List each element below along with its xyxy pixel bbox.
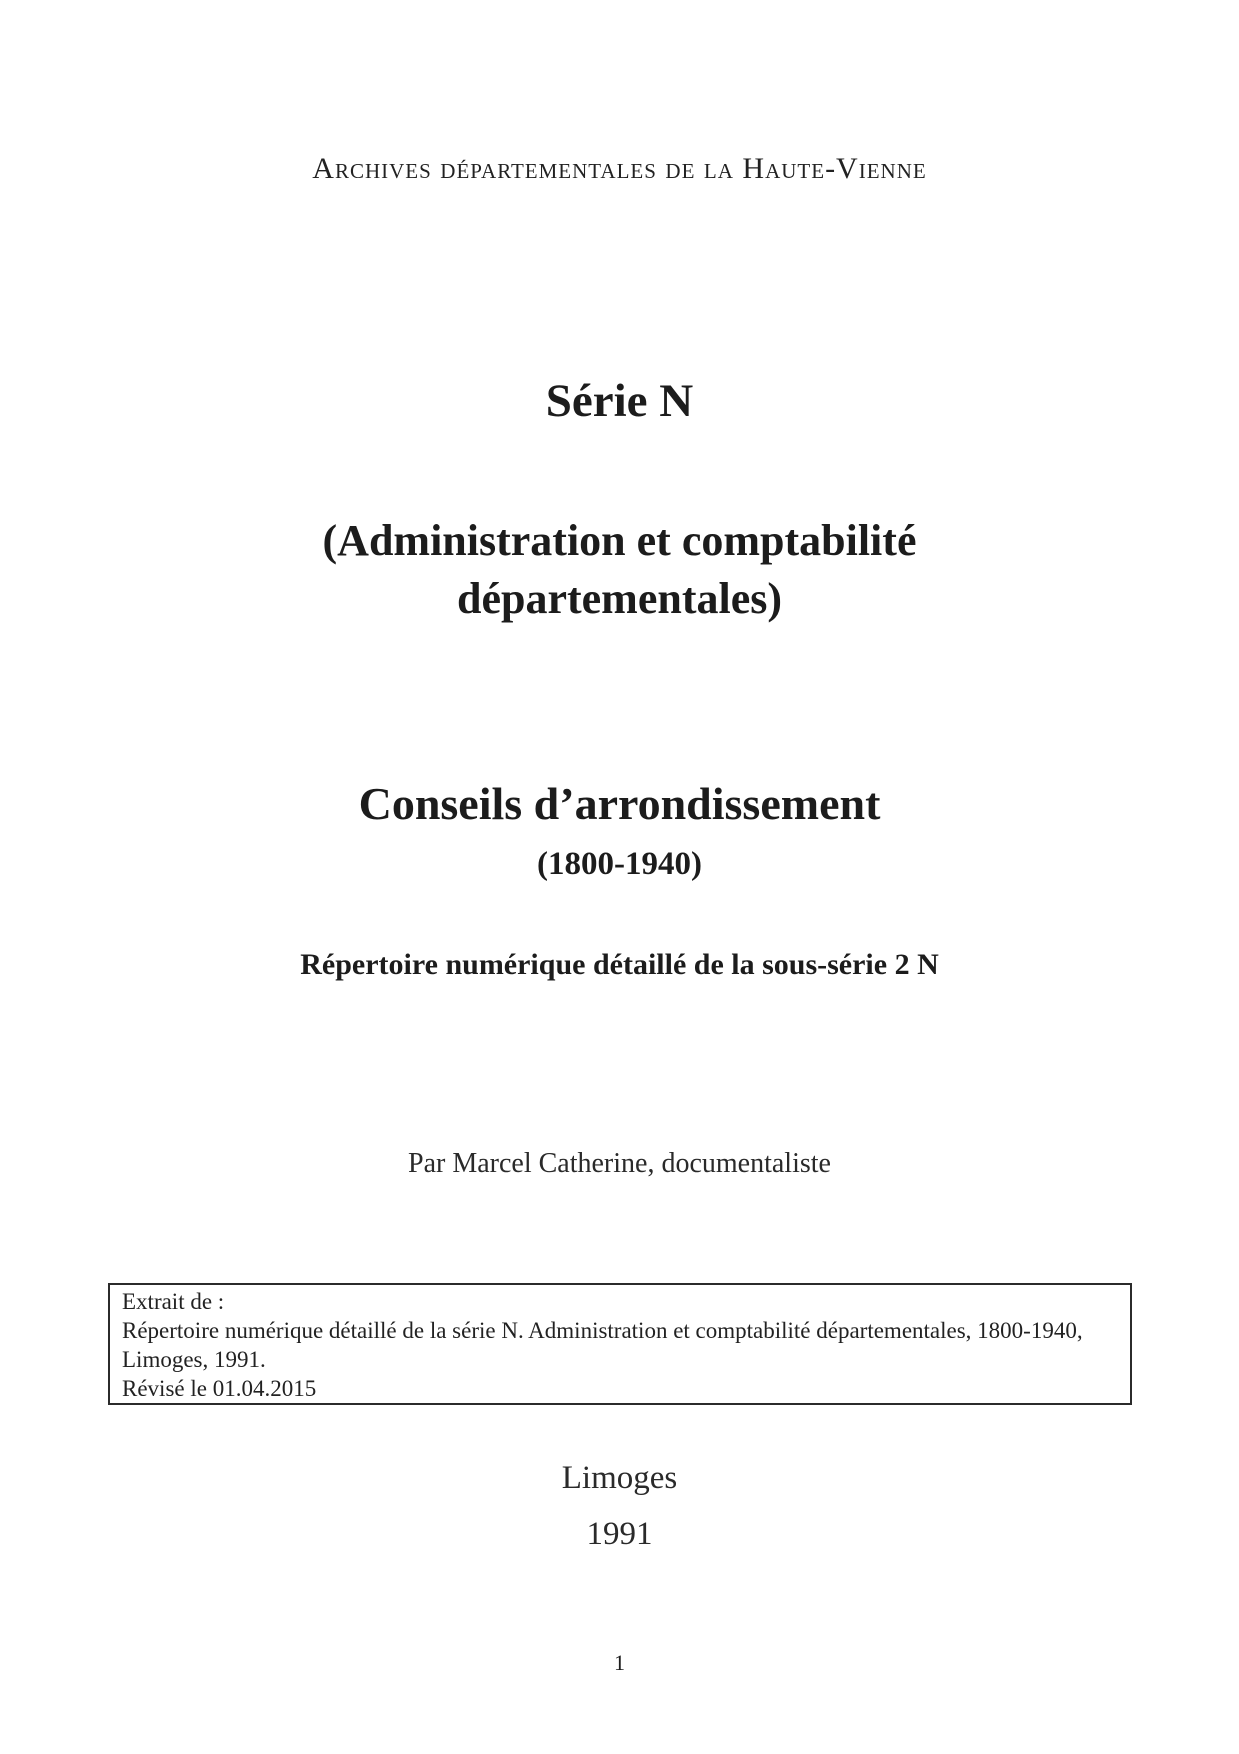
date-range: (1800-1940): [537, 846, 702, 882]
extract-box-revision-date: Révisé le 01.04.2015: [122, 1376, 317, 1401]
repertoire-subtitle: Répertoire numérique détaillé de la sous-série 2 N: [300, 948, 939, 981]
extract-box-citation-line2: Limoges, 1991.: [122, 1347, 266, 1372]
extract-box: [108, 1283, 1132, 1405]
series-subtitle-wrap: [0, 512, 1239, 628]
archive-header: Archives départementales de la Haute-Vienne: [312, 152, 927, 185]
page-number: 1: [614, 1650, 625, 1675]
section-title: Conseils d’arrondissement: [358, 778, 881, 829]
author-line: Par Marcel Catherine, documentaliste: [408, 1148, 831, 1179]
extract-box-citation-line1: Répertoire numérique détaillé de la série N. Administration et comptabilité départementales, 1800-1940,: [122, 1318, 1083, 1343]
publication-year: 1991: [586, 1516, 653, 1552]
publication-place: Limoges: [561, 1460, 678, 1496]
series-title: Série N: [545, 375, 694, 427]
extract-box-label: Extrait de :: [122, 1289, 225, 1314]
series-subtitle: (Administration et comptabilité départementales): [322, 516, 917, 623]
